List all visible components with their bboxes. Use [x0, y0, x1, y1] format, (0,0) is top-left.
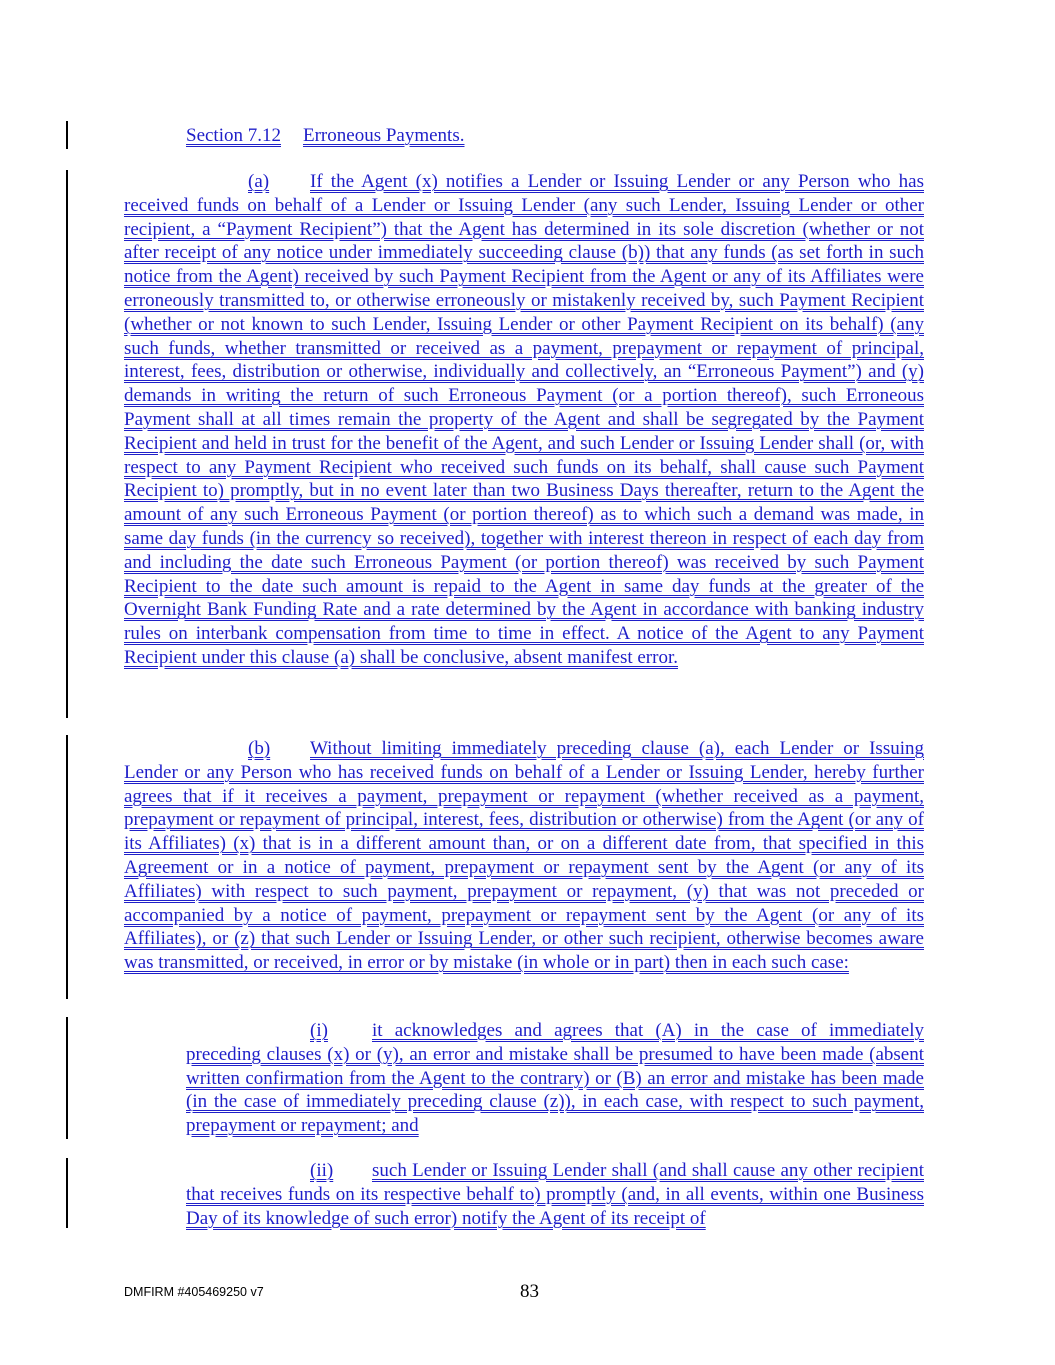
change-bar [66, 735, 68, 999]
subparagraph-ii-text: such Lender or Issuing Lender shall (and shall cause any other recipient that receives funds on its respective behalf to) promptly (and, in all events, within one Business Day of its knowledge of such error) notify the Agent of its receipt of [186, 1160, 924, 1229]
subparagraph-ii-label: (ii) [310, 1160, 334, 1181]
change-bar [66, 1017, 68, 1139]
subparagraph-i-label: (i) [310, 1020, 328, 1041]
change-bar [66, 1158, 68, 1228]
paragraph-b-label: (b) [248, 738, 271, 759]
paragraph-b [124, 737, 924, 975]
paragraph-a [124, 170, 924, 670]
section-title: Erroneous Payments. [303, 125, 465, 146]
change-bar [66, 121, 68, 149]
section-number: Section 7.12 [186, 125, 281, 146]
section-heading [186, 124, 464, 148]
page-number: 83 [520, 1281, 539, 1302]
footer-document-id: DMFIRM #405469250 v7 [124, 1285, 264, 1299]
change-bar [66, 170, 68, 718]
subparagraph-i-text: it acknowledges and agrees that (A) in the case of immediately preceding clauses (x) or (y), an error and mistake shall be presumed to have been made (absent written confirmation from the Agent to the contrary) or (B) an error and mistake has been made (in the case of immediately preceding clause (z)), in each case, with respect to such payment, prepayment or repayment; and [186, 1020, 924, 1137]
paragraph-a-label: (a) [248, 171, 270, 192]
subparagraph-i [186, 1019, 924, 1138]
paragraph-b-text: Without limiting immediately preceding clause (a), each Lender or Issuing Lender or any Person who has received funds on behalf of a Lender or Issuing Lender, hereby further agrees that if it receives a payment, prepayment or repayment (whether received as a payment, prepayment or repayment of principal, interest, fees, distribution or otherwise) from the Agent (or any of its Affiliates) (x) that is in a different amount than, or on a different date from, that specified in this Agreement or in a notice of payment, prepayment or repayment sent by the Agent (or any of its Affiliates) with respect to such payment, prepayment or repayment, (y) that was not preceded or accompanied by a notice of payment, prepayment or repayment sent by the Agent (or any of its Affiliates), or (z) that such Lender or Issuing Lender, or other such recipient, otherwise becomes aware was transmitted, or received, in error or by mistake (in whole or in part) then in each such case: [124, 738, 924, 974]
paragraph-a-text: If the Agent (x) notifies a Lender or Issuing Lender or any Person who has received funds on behalf of a Lender or Issuing Lender (any such Lender, Issuing Lender or other recipient, a “Payment Recipient”) that the Agent has determined in its sole discretion (whether or not after receipt of any notice under immediately succeeding clause (b)) that any funds (as set forth in such notice from the Agent) received by such Payment Recipient from the Agent or any of its Affiliates were erroneously transmitted to, or otherwise erroneously or mistakenly received by, such Payment Recipient (whether or not known to such Lender, Issuing Lender or other Payment Recipient on its behalf) (any such funds, whether transmitted or received as a payment, prepayment or repayment of principal, interest, fees, distribution or otherwise, individually and collectively, an “Erroneous Payment”) and (y) demands in writing the return of such Erroneous Payment (or a portion thereof), such Erroneous Payment shall at all times remain the property of the Agent and shall be segregated by the Payment Recipient and held in trust for the benefit of the Agent, and such Lender or Issuing Lender shall (or, with respect to any Payment Recipient who received such funds on its behalf, shall cause such Payment Recipient to) promptly, but in no event later than two Business Days thereafter, return to the Agent the amount of any such Erroneous Payment (or portion thereof) as to which such a demand was made, in same day funds (in the currency so received), together with interest thereon in respect of each day from and including the date such Erroneous Payment (or portion thereof) was received by such Payment Recipient to the date such amount is repaid to the Agent in same day funds at the greater of the Overnight Bank Funding Rate and a rate determined by the Agent in accordance with banking industry rules on interbank compensation from time to time in effect. A notice of the Agent to any Payment Recipient under this clause (a) shall be conclusive, absent manifest error. [124, 171, 924, 668]
subparagraph-ii [186, 1159, 924, 1230]
